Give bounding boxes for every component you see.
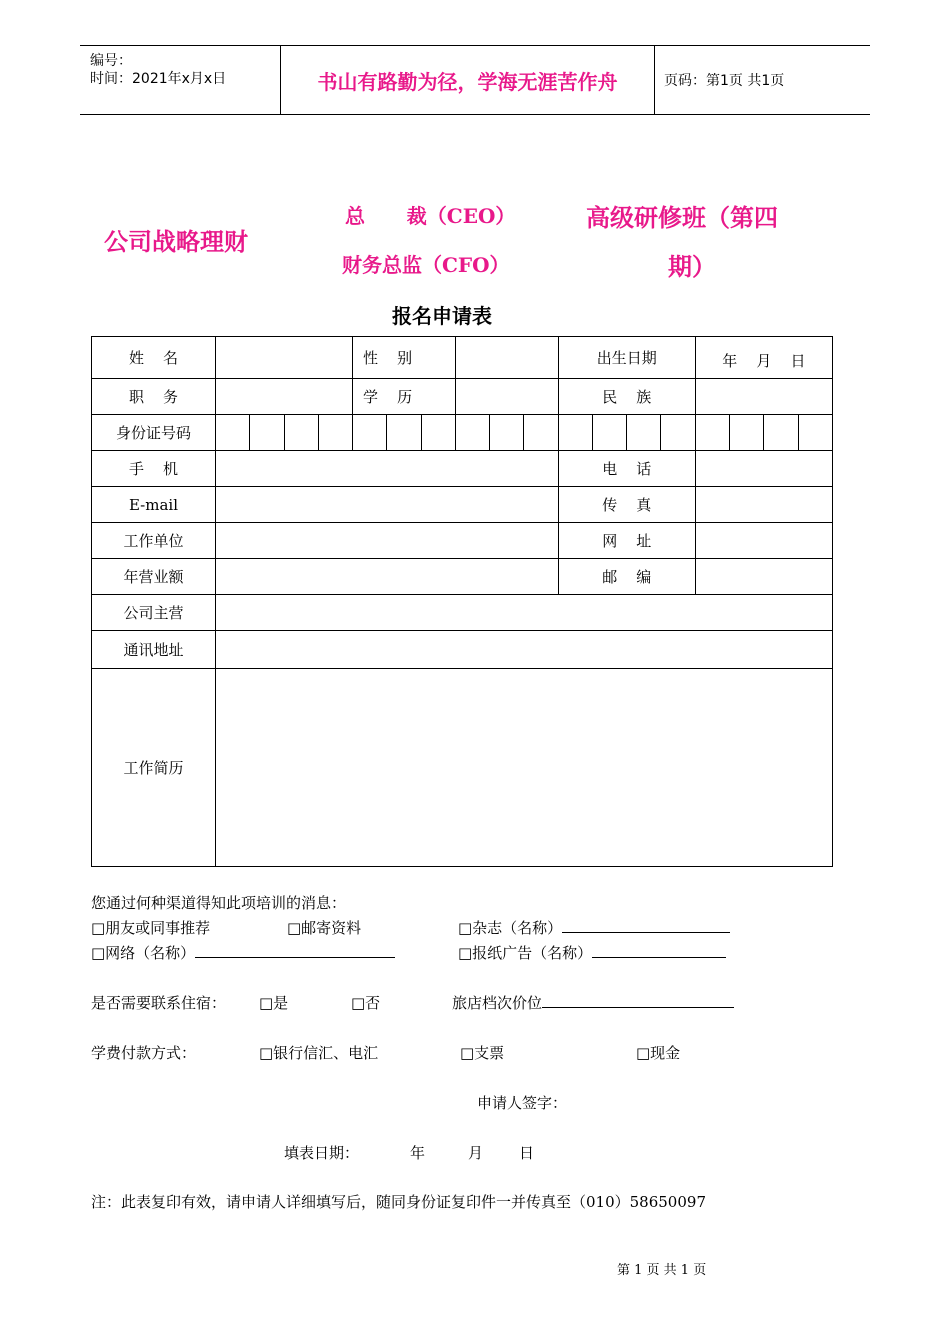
id-digit-cell[interactable] xyxy=(215,415,249,451)
option-friend-checkbox[interactable]: □朋友或同事推荐 xyxy=(91,919,211,937)
application-form-table xyxy=(91,336,833,867)
company-label: 工作单位 xyxy=(92,523,216,559)
fill-date-year: 年 xyxy=(410,1144,426,1162)
payment-label: 学费付款方式： xyxy=(91,1044,197,1062)
row-resume xyxy=(92,669,833,867)
birth-label: 出生日期 xyxy=(558,337,695,379)
id-digit-cell[interactable] xyxy=(592,415,626,451)
hotel-level-label: 旅店档次价位 xyxy=(452,994,543,1012)
name-field[interactable] xyxy=(215,337,352,379)
lodging-label: 是否需要联系住宿： xyxy=(91,994,227,1012)
id-digit-cell[interactable] xyxy=(490,415,524,451)
fill-date-label: 填表日期： xyxy=(284,1144,360,1162)
id-digit-cell[interactable] xyxy=(455,415,489,451)
email-field[interactable] xyxy=(215,487,558,523)
mobile-label: 手 机 xyxy=(92,451,216,487)
company-field[interactable] xyxy=(215,523,558,559)
ethnicity-label: 民 族 xyxy=(558,379,695,415)
header-motto: 书山有路勤为径，学海无涯苦作舟 xyxy=(280,46,655,114)
option-mail-checkbox[interactable]: □邮寄资料 xyxy=(287,919,362,937)
phone-field[interactable] xyxy=(695,451,832,487)
education-field[interactable] xyxy=(455,379,558,415)
payment-check-checkbox[interactable]: □支票 xyxy=(460,1044,505,1062)
revenue-field[interactable] xyxy=(215,559,558,595)
revenue-label: 年营业额 xyxy=(92,559,216,595)
footnote: 注：此表复印有效，请申请人详细填写后，随同身份证复印件一并传真至（010）58650097 xyxy=(91,1193,706,1211)
option-newspaper-checkbox[interactable] xyxy=(458,942,726,963)
id-digit-cell[interactable] xyxy=(558,415,592,451)
resume-label: 工作简历 xyxy=(92,669,216,867)
website-field[interactable] xyxy=(695,523,832,559)
title-mid-line2: 财务总监（CFO） xyxy=(342,253,510,277)
id-label: 身份证号码 xyxy=(92,415,216,451)
business-label: 公司主营 xyxy=(92,595,216,631)
email-label: E-mail xyxy=(92,487,216,523)
header-meta xyxy=(80,46,280,114)
row-company xyxy=(92,523,833,559)
id-digit-cell[interactable] xyxy=(627,415,661,451)
fill-date-month: 月 xyxy=(468,1144,484,1162)
id-digit-cell[interactable] xyxy=(798,415,832,451)
lodging-yes-checkbox[interactable]: □是 xyxy=(259,994,289,1012)
id-digit-cell[interactable] xyxy=(353,415,387,451)
id-digit-cell[interactable] xyxy=(695,415,729,451)
website-label: 网 址 xyxy=(558,523,695,559)
id-digit-cell[interactable] xyxy=(318,415,352,451)
id-digit-cell[interactable] xyxy=(764,415,798,451)
row-id xyxy=(92,415,833,451)
survey-question: 您通过何种渠道得知此项培训的消息： xyxy=(91,894,347,912)
business-field[interactable] xyxy=(215,595,832,631)
birth-field[interactable]: 年 月 日 xyxy=(695,337,832,379)
id-digit-cell[interactable] xyxy=(387,415,421,451)
id-digit-cell[interactable] xyxy=(524,415,558,451)
page-footer: 第 1 页 共 1 页 xyxy=(617,1263,707,1278)
mobile-field[interactable] xyxy=(215,451,558,487)
zip-label: 邮 编 xyxy=(558,559,695,595)
number-label: 编号： xyxy=(90,53,132,69)
row-revenue xyxy=(92,559,833,595)
title-right-line1: 高级研修班（第四 xyxy=(586,203,778,232)
row-mobile xyxy=(92,451,833,487)
gender-label: 性 别 xyxy=(353,337,456,379)
option-newspaper-label: □报纸广告（名称） xyxy=(458,944,593,962)
hotel-level[interactable] xyxy=(452,992,734,1013)
resume-field[interactable] xyxy=(215,669,832,867)
education-label: 学 历 xyxy=(353,379,456,415)
newspaper-name-line[interactable] xyxy=(592,943,726,958)
signature-label: 申请人签字： xyxy=(477,1094,568,1112)
magazine-name-line[interactable] xyxy=(562,918,730,933)
option-magazine-checkbox[interactable] xyxy=(458,917,730,938)
id-digit-cell[interactable] xyxy=(730,415,764,451)
payment-cash-checkbox[interactable]: □现金 xyxy=(636,1044,681,1062)
header-page-info: 页码：第1页 共1页 xyxy=(664,73,785,89)
payment-bank-checkbox[interactable]: □银行信汇、电汇 xyxy=(259,1044,379,1062)
title-left: 公司战略理财 xyxy=(104,227,248,256)
option-web-label: □网络（名称） xyxy=(91,944,196,962)
option-web-checkbox[interactable] xyxy=(91,942,395,963)
address-field[interactable] xyxy=(215,631,832,669)
title-mid-line1: 总 裁（CEO） xyxy=(345,204,516,228)
id-digit-cell[interactable] xyxy=(661,415,695,451)
fill-date-day: 日 xyxy=(519,1144,535,1162)
fax-label: 传 真 xyxy=(558,487,695,523)
lodging-no-checkbox[interactable]: □否 xyxy=(351,994,381,1012)
row-position xyxy=(92,379,833,415)
id-digit-cell[interactable] xyxy=(421,415,455,451)
gender-field[interactable] xyxy=(455,337,558,379)
time-label: 时间：2021年x月x日 xyxy=(90,71,227,87)
title-right-line2: 期） xyxy=(668,252,716,281)
ethnicity-field[interactable] xyxy=(695,379,832,415)
row-address xyxy=(92,631,833,669)
form-title: 报名申请表 xyxy=(392,304,492,328)
id-digit-cell[interactable] xyxy=(250,415,284,451)
address-label: 通讯地址 xyxy=(92,631,216,669)
hotel-level-line[interactable] xyxy=(542,993,734,1008)
document-header xyxy=(80,45,870,115)
option-magazine-label: □杂志（名称） xyxy=(458,919,563,937)
zip-field[interactable] xyxy=(695,559,832,595)
phone-label: 电 话 xyxy=(558,451,695,487)
name-label: 姓 名 xyxy=(92,337,216,379)
position-label: 职 务 xyxy=(92,379,216,415)
row-name xyxy=(92,337,833,379)
id-digit-cell[interactable] xyxy=(284,415,318,451)
row-business xyxy=(92,595,833,631)
row-email xyxy=(92,487,833,523)
position-field[interactable] xyxy=(215,379,352,415)
fax-field[interactable] xyxy=(695,487,832,523)
web-name-line[interactable] xyxy=(195,943,395,958)
